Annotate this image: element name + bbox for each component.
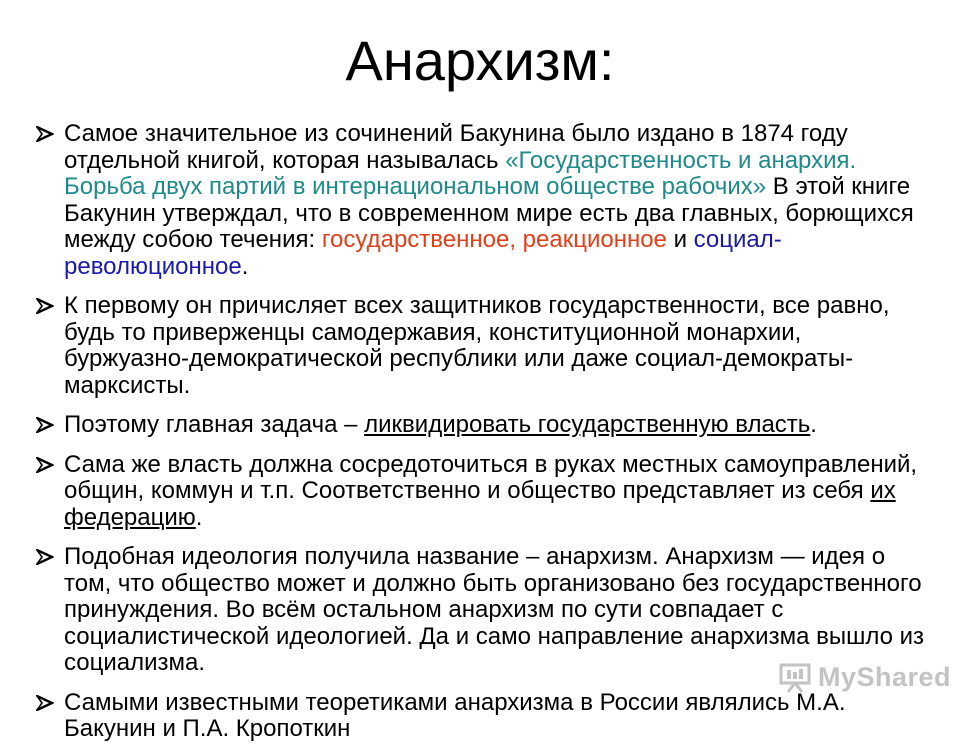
arrowhead-bullet-icon [36, 298, 54, 314]
text-segment: Сама же власть должна сосредоточиться в руках местных самоуправлений, общин, коммун и т.п. Соответственно и общество представляет из себя [64, 450, 918, 504]
text-segment: и [666, 226, 694, 253]
bullet-item [36, 412, 926, 439]
text-segment: государственное, реакционное [321, 226, 667, 253]
text-segment: . [810, 411, 817, 438]
bullet-item [36, 121, 926, 280]
arrowhead-bullet-icon [36, 549, 54, 565]
bullet-text [64, 120, 914, 280]
text-segment: социал-революционное [64, 226, 782, 280]
text-segment: В этой книге Бакунин утверждал, что в современном мире есть два главных, борющихся между собою течения: [64, 173, 914, 253]
bullet-item [36, 544, 926, 677]
text-segment: их федерацию [64, 477, 896, 531]
bullet-item [36, 293, 926, 399]
text-segment: . [241, 252, 249, 280]
arrowhead-bullet-icon [36, 417, 54, 433]
bullet-text [64, 543, 924, 676]
arrowhead-bullet-icon [36, 695, 54, 711]
text-segment: . [195, 503, 203, 531]
text-segment: Подобная идеология получила название – анархизм. Анархизм — идея о том, что общество может и должно быть организовано без государственного принуждения. Во всём остальном анархизм по сути совпадает с социалистической идеологией. Да и само направление анархизма вышло из социализма. [64, 543, 925, 676]
bullet-item [36, 452, 926, 532]
bullet-text [64, 292, 890, 399]
bullet-text [64, 411, 817, 438]
text-segment: Поэтому главная задача – [64, 411, 365, 438]
bullet-text [64, 451, 917, 531]
watermark [778, 660, 952, 694]
text-segment: Самыми известными теоретиками анархизма в России являлись М.А. Бакунин и П.А. Кропоткин [64, 688, 846, 742]
arrowhead-bullet-icon [36, 457, 54, 473]
text-segment: Самое значительное из сочинений Бакунина было издано в 1874 году отдельной книгой, которая называлась [64, 120, 848, 174]
slide-title: Анархизм: [345, 29, 615, 92]
bullet-text [64, 689, 846, 743]
bullet-item [36, 690, 926, 743]
presentation-screen-icon [778, 660, 812, 694]
text-segment: К первому он причисляет всех защитников государственности, все равно, будь то приверженцы самодержавия, конституционной монархии, буржуазно-демократической республики или даже социал-демократы-марксисты. [64, 292, 890, 399]
arrowhead-bullet-icon [36, 126, 54, 142]
text-segment: ликвидировать государственную власть [364, 411, 811, 438]
text-segment: «Государственность и анархия. Борьба двух партий в интернациональном обществе рабочих» [64, 146, 857, 200]
watermark-text: MyShared [818, 662, 952, 692]
